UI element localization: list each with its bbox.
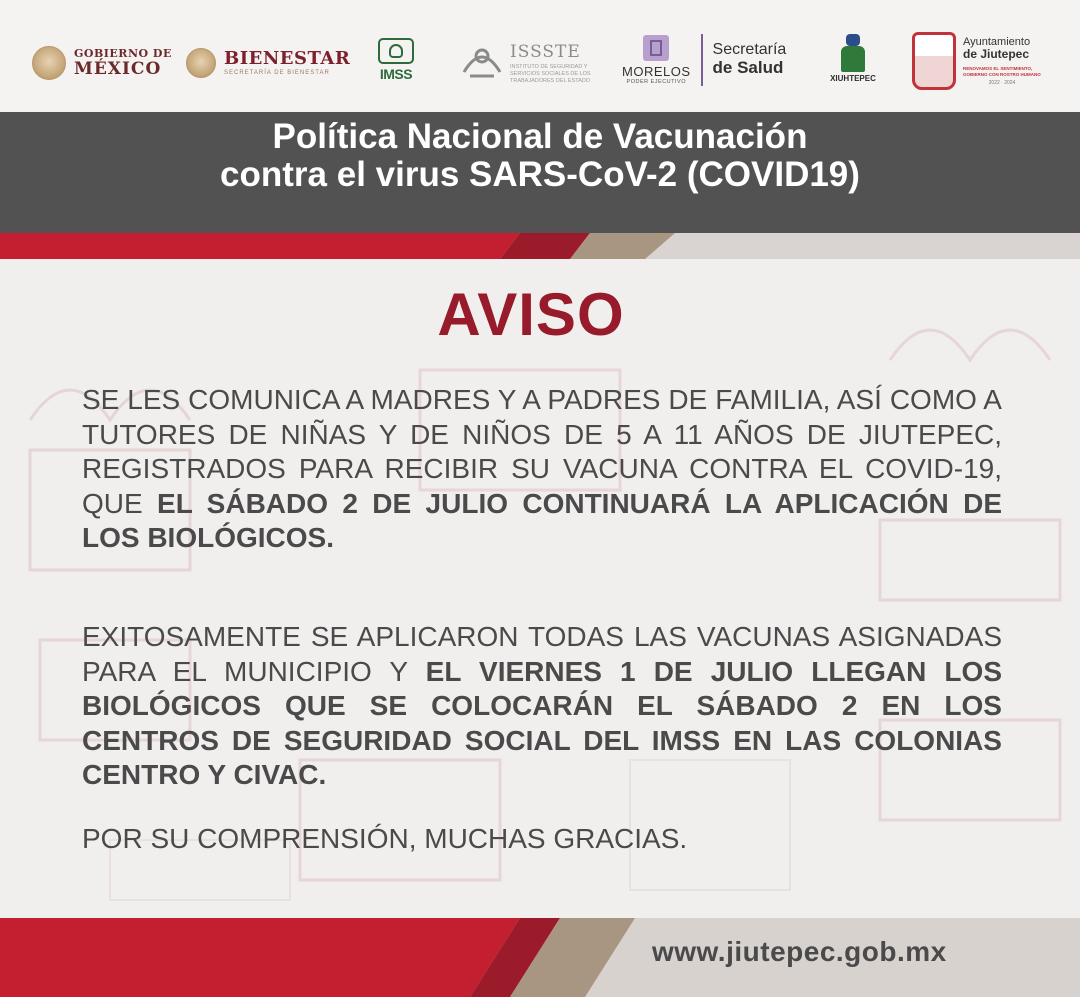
xiuhtepec-name: XIUHTEPEC [830,74,876,83]
morelos-sub: PODER EJECUTIVO [626,79,686,85]
gobierno-line2: MÉXICO [74,59,162,79]
issste-name: ISSSTE [510,42,581,62]
notice-heading: AVISO [437,281,625,348]
issste-sub: INSTITUTO DE SEGURIDAD Y SERVICIOS SOCIALES DE LOS TRABAJADORES DEL ESTADO [510,64,591,84]
morelos-name: MORELOS [622,64,691,79]
issste-logo [460,42,592,85]
imss-emblem-icon [378,38,414,64]
footer-website: www.jiutepec.gob.mx [652,936,947,967]
gobierno-mexico-logo [32,46,172,80]
imss-name: IMSS [379,66,413,82]
top-stripe [0,233,1080,259]
ayuntamiento-emblem-icon [912,32,956,90]
paragraph-1-emphasis: EL SÁBADO 2 DE JULIO CONTINUARÁ LA APLICACIÓN DE LOS BIOLÓGICOS. [82,487,1002,553]
notice-paragraph-3: POR SU COMPRENSIÓN, MUCHAS GRACIAS. [82,823,688,854]
morelos-salud-logo [622,34,786,86]
imss-logo [378,38,414,82]
ayuntamiento-logo [912,32,1041,90]
gobierno-line1: GOBIERNO DE [74,47,172,60]
salud-line1: Secretaría [712,41,787,59]
bienestar-logo [186,48,350,78]
notice-paragraph-1 [82,383,1002,556]
paragraph-2-text: EXITOSAMENTE SE APLICARON TODAS LAS VACUNAS ASIGNADAS PARA EL MUNICIPIO Y [82,621,1002,687]
logo-bar [0,0,1080,112]
title-line-1: Política Nacional de Vacunación [272,117,808,156]
logo-divider [701,34,703,86]
title-line-2: contra el virus SARS-CoV-2 (COVID19) [220,155,860,194]
ayuntamiento-slogan: RENOVAMOS EL SENTIMIENTO, GOBIERNO CON ROSTRO HUMANO [963,66,1041,77]
paragraph-1-text: SE LES COMUNICA A MADRES Y A PADRES DE FAMILIA, ASÍ COMO A TUTORES DE NIÑAS Y DE NIÑOS DE 5 A 11 AÑOS DE JIUTEPEC, REGISTRADOS PARA RECIBIR SU VACUNA CONTRA EL COVID-19, QUE [82,384,1002,519]
morelos-emblem-icon [643,35,669,61]
ayuntamiento-line2: de Jiutepec [963,47,1030,62]
xiuhtepec-emblem-icon [839,34,867,72]
notice-paragraph-2 [82,620,1002,793]
mexico-seal-icon [32,46,66,80]
bienestar-sub: SECRETARÍA DE BIENESTAR [224,70,330,76]
salud-line2: de Salud [712,58,784,78]
issste-emblem-icon [460,42,504,84]
xiuhtepec-logo [828,34,878,83]
ayuntamiento-years: 2022 · 2024 [988,79,1016,86]
ayuntamiento-line1: Ayuntamiento [963,36,1031,49]
bienestar-name: BIENESTAR [224,48,351,69]
paragraph-2-emphasis: EL VIERNES 1 DE JULIO LLEGAN LOS BIOLÓGICOS QUE SE COLOCARÁN EL SÁBADO 2 EN LOS CENTROS DE SEGURIDAD SOCIAL DEL IMSS EN LAS COLONIAS CENTRO Y CIVAC. [82,655,1002,790]
title-band [0,112,1080,233]
bienestar-seal-icon [186,48,216,78]
